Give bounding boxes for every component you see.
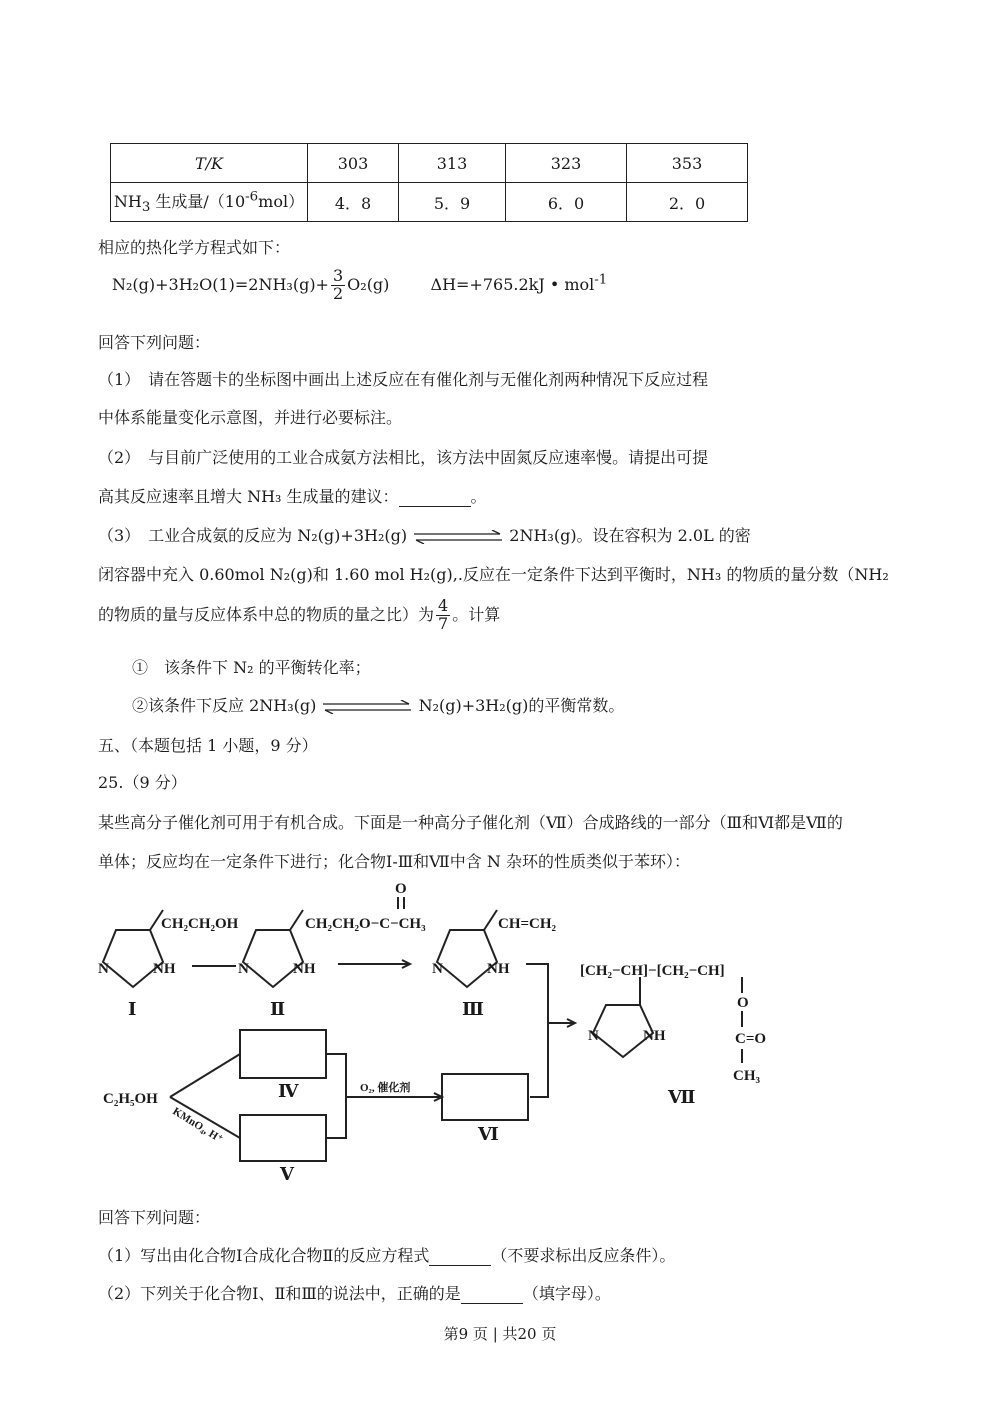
thermo-equation: N₂(g)+3H₂O(1)=2NH₃(g)+ $\frac{3}{2}$ O₂(g) ΔH=+765.2kJ • mol$^{-1}$ (112, 266, 608, 303)
thermo-intro: 相应的热化学方程式如下： (98, 238, 291, 257)
compound-III-label: Ⅲ (462, 999, 484, 1019)
compound-II-label: Ⅱ (270, 999, 286, 1019)
ester-O-label: O (737, 995, 749, 1011)
table-cell: 353 (627, 144, 748, 183)
sub-question-1: ① 该条件下 N₂ 的平衡转化率； (132, 658, 371, 677)
answer-blank[interactable] (429, 1246, 491, 1266)
compound-I-label: Ⅰ (128, 999, 137, 1019)
oxidation-condition: O₂, 催化剂 (360, 1082, 411, 1094)
box-IV (240, 1030, 326, 1078)
question-25-line2: 单体；反应均在一定条件下进行；化合物Ⅰ-Ⅲ和Ⅶ中含 N 杂环的性质类似于苯环）： (98, 852, 690, 871)
sub-question-2: ②该条件下反应 2NH₃(g) N₂(g)+3H₂(g)的平衡常数。 (132, 696, 625, 715)
table-row (111, 144, 748, 183)
compound-II-structure (243, 897, 404, 987)
question-3-line3: 的物质的量与反应体系中总的物质的量之比）为 $\frac{4}{7}$ 。计算 (98, 596, 501, 633)
compound-V-label: Ⅴ (280, 1164, 294, 1184)
ring-N-label: N (588, 1028, 599, 1044)
box-VI (442, 1074, 528, 1120)
compound-VII-label: Ⅶ (668, 1087, 696, 1107)
compound-I-substituent: CH₂CH₂OH (161, 916, 239, 932)
ring-N-label: N (98, 961, 109, 977)
carbonyl-O-label: O (395, 881, 407, 897)
question-25-line1: 某些高分子催化剂可用于有机合成。下面是一种高分子催化剂（Ⅶ）合成路线的一部分（Ⅲ和Ⅵ都是Ⅶ的 (98, 813, 843, 832)
table-cell: 6．0 (506, 183, 627, 222)
question-2-line2: 高其反应速率且增大 NH₃ 生成量的建议： 。 (98, 487, 487, 506)
ring-N-label: N (432, 961, 443, 977)
ester-methyl-label: CH₃ (733, 1068, 760, 1084)
ring-NH-label: NH (153, 961, 176, 977)
table-row (111, 183, 748, 222)
table-cell: 5．9 (399, 183, 506, 222)
question-2-line1: （2） 与目前广泛使用的工业合成氨方法相比，该方法中固氮反应速率慢。请提出可提 (98, 448, 709, 467)
kmno4-condition: KMnO₄, H⁺ (170, 1105, 225, 1146)
answer-intro: 回答下列问题： (98, 333, 211, 352)
equilibrium-arrow-icon (321, 700, 413, 714)
compound-VI-label: Ⅵ (478, 1124, 499, 1144)
equilibrium-arrow-icon (412, 530, 504, 544)
ethanol-label: C₂H₅OH (103, 1091, 158, 1107)
data-table (110, 143, 748, 222)
answer-blank[interactable] (399, 487, 471, 507)
compound-II-substituent: CH₂CH₂O−C−CH₃ (305, 916, 426, 932)
ring-NH-label: NH (643, 1028, 666, 1044)
ring-N-label: N (238, 961, 249, 977)
question-1-line2: 中体系能量变化示意图，并进行必要标注。 (98, 408, 403, 427)
ester-carbonyl-label: C=O (735, 1031, 767, 1047)
table-header-label: T/K (111, 144, 308, 183)
compound-VII-structure (593, 977, 742, 1063)
page-footer: 第9 页 | 共20 页 (443, 1325, 557, 1343)
synthesis-diagram (0, 875, 1000, 1195)
section-heading: 五、（本题包括 1 小题，9 分） (98, 736, 318, 755)
answer-intro-2: 回答下列问题： (98, 1208, 211, 1227)
table-cell: 303 (308, 144, 399, 183)
compound-IV-label: Ⅳ (278, 1081, 299, 1101)
polymer-chain: [CH₂−CH]−[CH₂−CH] (580, 963, 725, 979)
question-3-line1: （3） 工业合成氨的反应为 N₂(g)+3H₂(g) 2NH₃(g)。设在容积为 2.0L 的密 (98, 526, 751, 545)
table-cell: 313 (399, 144, 506, 183)
table-row-label: $NH_3$ 生成量$/(10^{-6}mol)$ (111, 183, 308, 222)
question-25-2: （2）下列关于化合物Ⅰ、Ⅱ和Ⅲ的说法中，正确的是 （填字母）。 (98, 1284, 611, 1303)
question-3-line2: 闭容器中充入 0.60mol N₂(g)和 1.60 mol H₂(g),.反应在一定条件下达到平衡时，NH₃ 的物质的量分数（NH₂ (98, 565, 889, 584)
question-25-heading: 25.（9 分） (98, 773, 187, 792)
ring-NH-label: NH (293, 961, 316, 977)
compound-III-substituent: CH=CH₂ (498, 916, 557, 932)
table-cell: 323 (506, 144, 627, 183)
box-V (240, 1115, 326, 1161)
answer-blank[interactable] (461, 1284, 523, 1304)
table-cell: 4．8 (308, 183, 399, 222)
ring-NH-label: NH (487, 961, 510, 977)
question-25-1: （1）写出由化合物Ⅰ合成化合物Ⅱ的反应方程式 （不要求标出反应条件）。 (98, 1246, 676, 1265)
table-cell: 2．0 (627, 183, 748, 222)
question-1-line1: （1） 请在答题卡的坐标图中画出上述反应在有催化剂与无催化剂两种情况下反应过程 (98, 370, 709, 389)
